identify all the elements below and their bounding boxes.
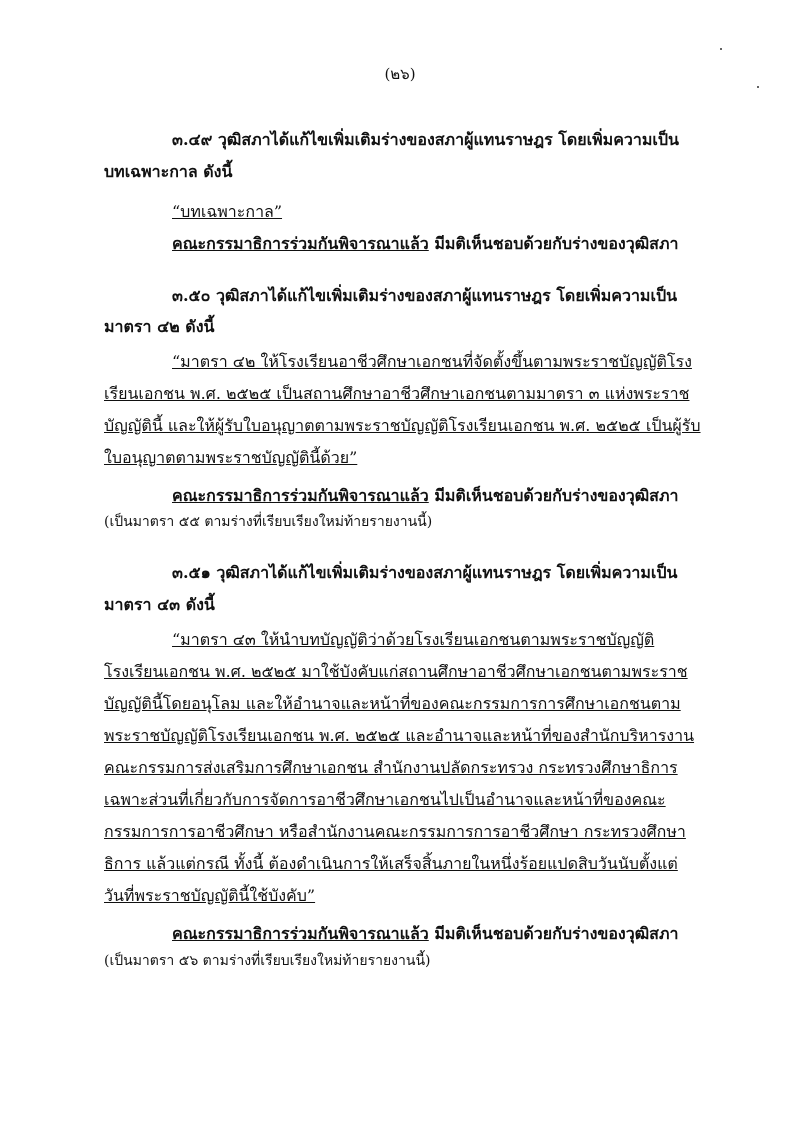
section-51-quote-line: พระราชบัญญัติโรงเรียนเอกชน พ.ศ. ๒๕๒๕ และอำนาจและหน้าที่ของสำนักบริหารงาน — [104, 726, 695, 745]
section-51-heading: ๓.๕๑ วุฒิสภาได้แก้ไขเพิ่มเติมร่างของสภาผู้แทนราษฎร โดยเพิ่มความเป็น — [172, 563, 678, 582]
section-49-heading: ๓.๔๙ วุฒิสภาได้แก้ไขเพิ่มเติมร่างของสภาผู้แทนราษฎร โดยเพิ่มความเป็น — [172, 130, 679, 149]
section-50-heading-cont: มาตรา ๔๒ ดังนี้ — [104, 317, 215, 336]
section-50-heading: ๓.๕๐ วุฒิสภาได้แก้ไขเพิ่มเติมร่างของสภาผู้แทนราษฎร โดยเพิ่มความเป็น — [172, 286, 678, 305]
section-51-quote-line: โรงเรียนเอกชน พ.ศ. ๒๕๒๕ มาใช้บังคับแก่สถานศึกษาอาชีวศึกษาเอกชนตามพระราช — [104, 662, 688, 681]
section-49-quote: “บทเฉพาะกาล” — [172, 202, 283, 221]
section-50-quote-line: บัญญัตินี้ และให้ผู้รับใบอนุญาตตามพระราชบัญญัติโรงเรียนเอกชน พ.ศ. ๒๕๒๕ เป็นผู้รับ — [104, 416, 701, 435]
section-51-quote-line: เฉพาะส่วนที่เกี่ยวกับการจัดการอาชีวศึกษาเอกชนไปเป็นอำนาจและหน้าที่ของคณะ — [104, 790, 666, 809]
page-number: (๒๖) — [384, 65, 416, 83]
section-51-quote-line: กรรมการการอาชีวศึกษา หรือสำนักงานคณะกรรมการการอาชีวศึกษา กระทรวงศึกษา — [104, 822, 686, 841]
committee-text: มีมติเห็นชอบด้วยกับร่างของวุฒิสภา — [428, 486, 679, 505]
section-51-note: (เป็นมาตรา ๕๖ ตามร่างที่เรียบเรียงใหม่ท้ายรายงานนี้) — [104, 953, 431, 969]
committee-label: คณะกรรมาธิการร่วมกันพิจารณาแล้ว — [172, 234, 429, 253]
committee-label: คณะกรรมาธิการร่วมกันพิจารณาแล้ว — [172, 486, 429, 505]
scan-speck — [757, 86, 759, 88]
section-51-quote-line: คณะกรรมการส่งเสริมการศึกษาเอกชน สำนักงานปลัดกระทรวง กระทรวงศึกษาธิการ — [104, 758, 678, 777]
committee-text: มีมติเห็นชอบด้วยกับร่างของวุฒิสภา — [428, 234, 679, 253]
section-49-heading-cont: บทเฉพาะกาล ดังนี้ — [104, 162, 233, 181]
section-50-quote-line: ใบอนุญาตตามพระราชบัญญัตินี้ด้วย” — [104, 448, 358, 467]
section-51-quote-line: “มาตรา ๔๓ ให้นำบทบัญญัติว่าด้วยโรงเรียนเอกชนตามพระราชบัญญัติ — [172, 630, 655, 649]
committee-label: คณะกรรมาธิการร่วมกันพิจารณาแล้ว — [172, 924, 429, 943]
committee-text: มีมติเห็นชอบด้วยกับร่างของวุฒิสภา — [428, 924, 679, 943]
section-50-committee-resolution — [172, 485, 678, 507]
scan-speck — [720, 48, 722, 50]
section-51-quote-line: บัญญัตินี้โดยอนุโลม และให้อำนาจและหน้าที่ของคณะกรรมการการศึกษาเอกชนตาม — [104, 694, 681, 713]
section-50-quote-line: “มาตรา ๔๒ ให้โรงเรียนอาชีวศึกษาเอกชนที่จัดตั้งขึ้นตามพระราชบัญญัติโรง — [172, 352, 692, 371]
section-50-quote-line: เรียนเอกชน พ.ศ. ๒๕๒๕ เป็นสถานศึกษาอาชีวศึกษาเอกชนตามมาตรา ๓ แห่งพระราช — [104, 384, 690, 403]
section-51-heading-cont: มาตรา ๔๓ ดังนี้ — [104, 595, 215, 614]
section-51-quote-line: ธิการ แล้วแต่กรณี ทั้งนี้ ต้องดำเนินการให้เสร็จสิ้นภายในหนึ่งร้อยแปดสิบวันนับตั้งแต่ — [104, 854, 678, 873]
section-49-committee-resolution — [172, 233, 678, 255]
section-51-quote-line: วันที่พระราชบัญญัตินี้ใช้บังคับ” — [104, 886, 316, 905]
section-50-note: (เป็นมาตรา ๕๕ ตามร่างที่เรียบเรียงใหม่ท้ายรายงานนี้) — [104, 514, 433, 530]
section-51-committee-resolution — [172, 923, 678, 945]
